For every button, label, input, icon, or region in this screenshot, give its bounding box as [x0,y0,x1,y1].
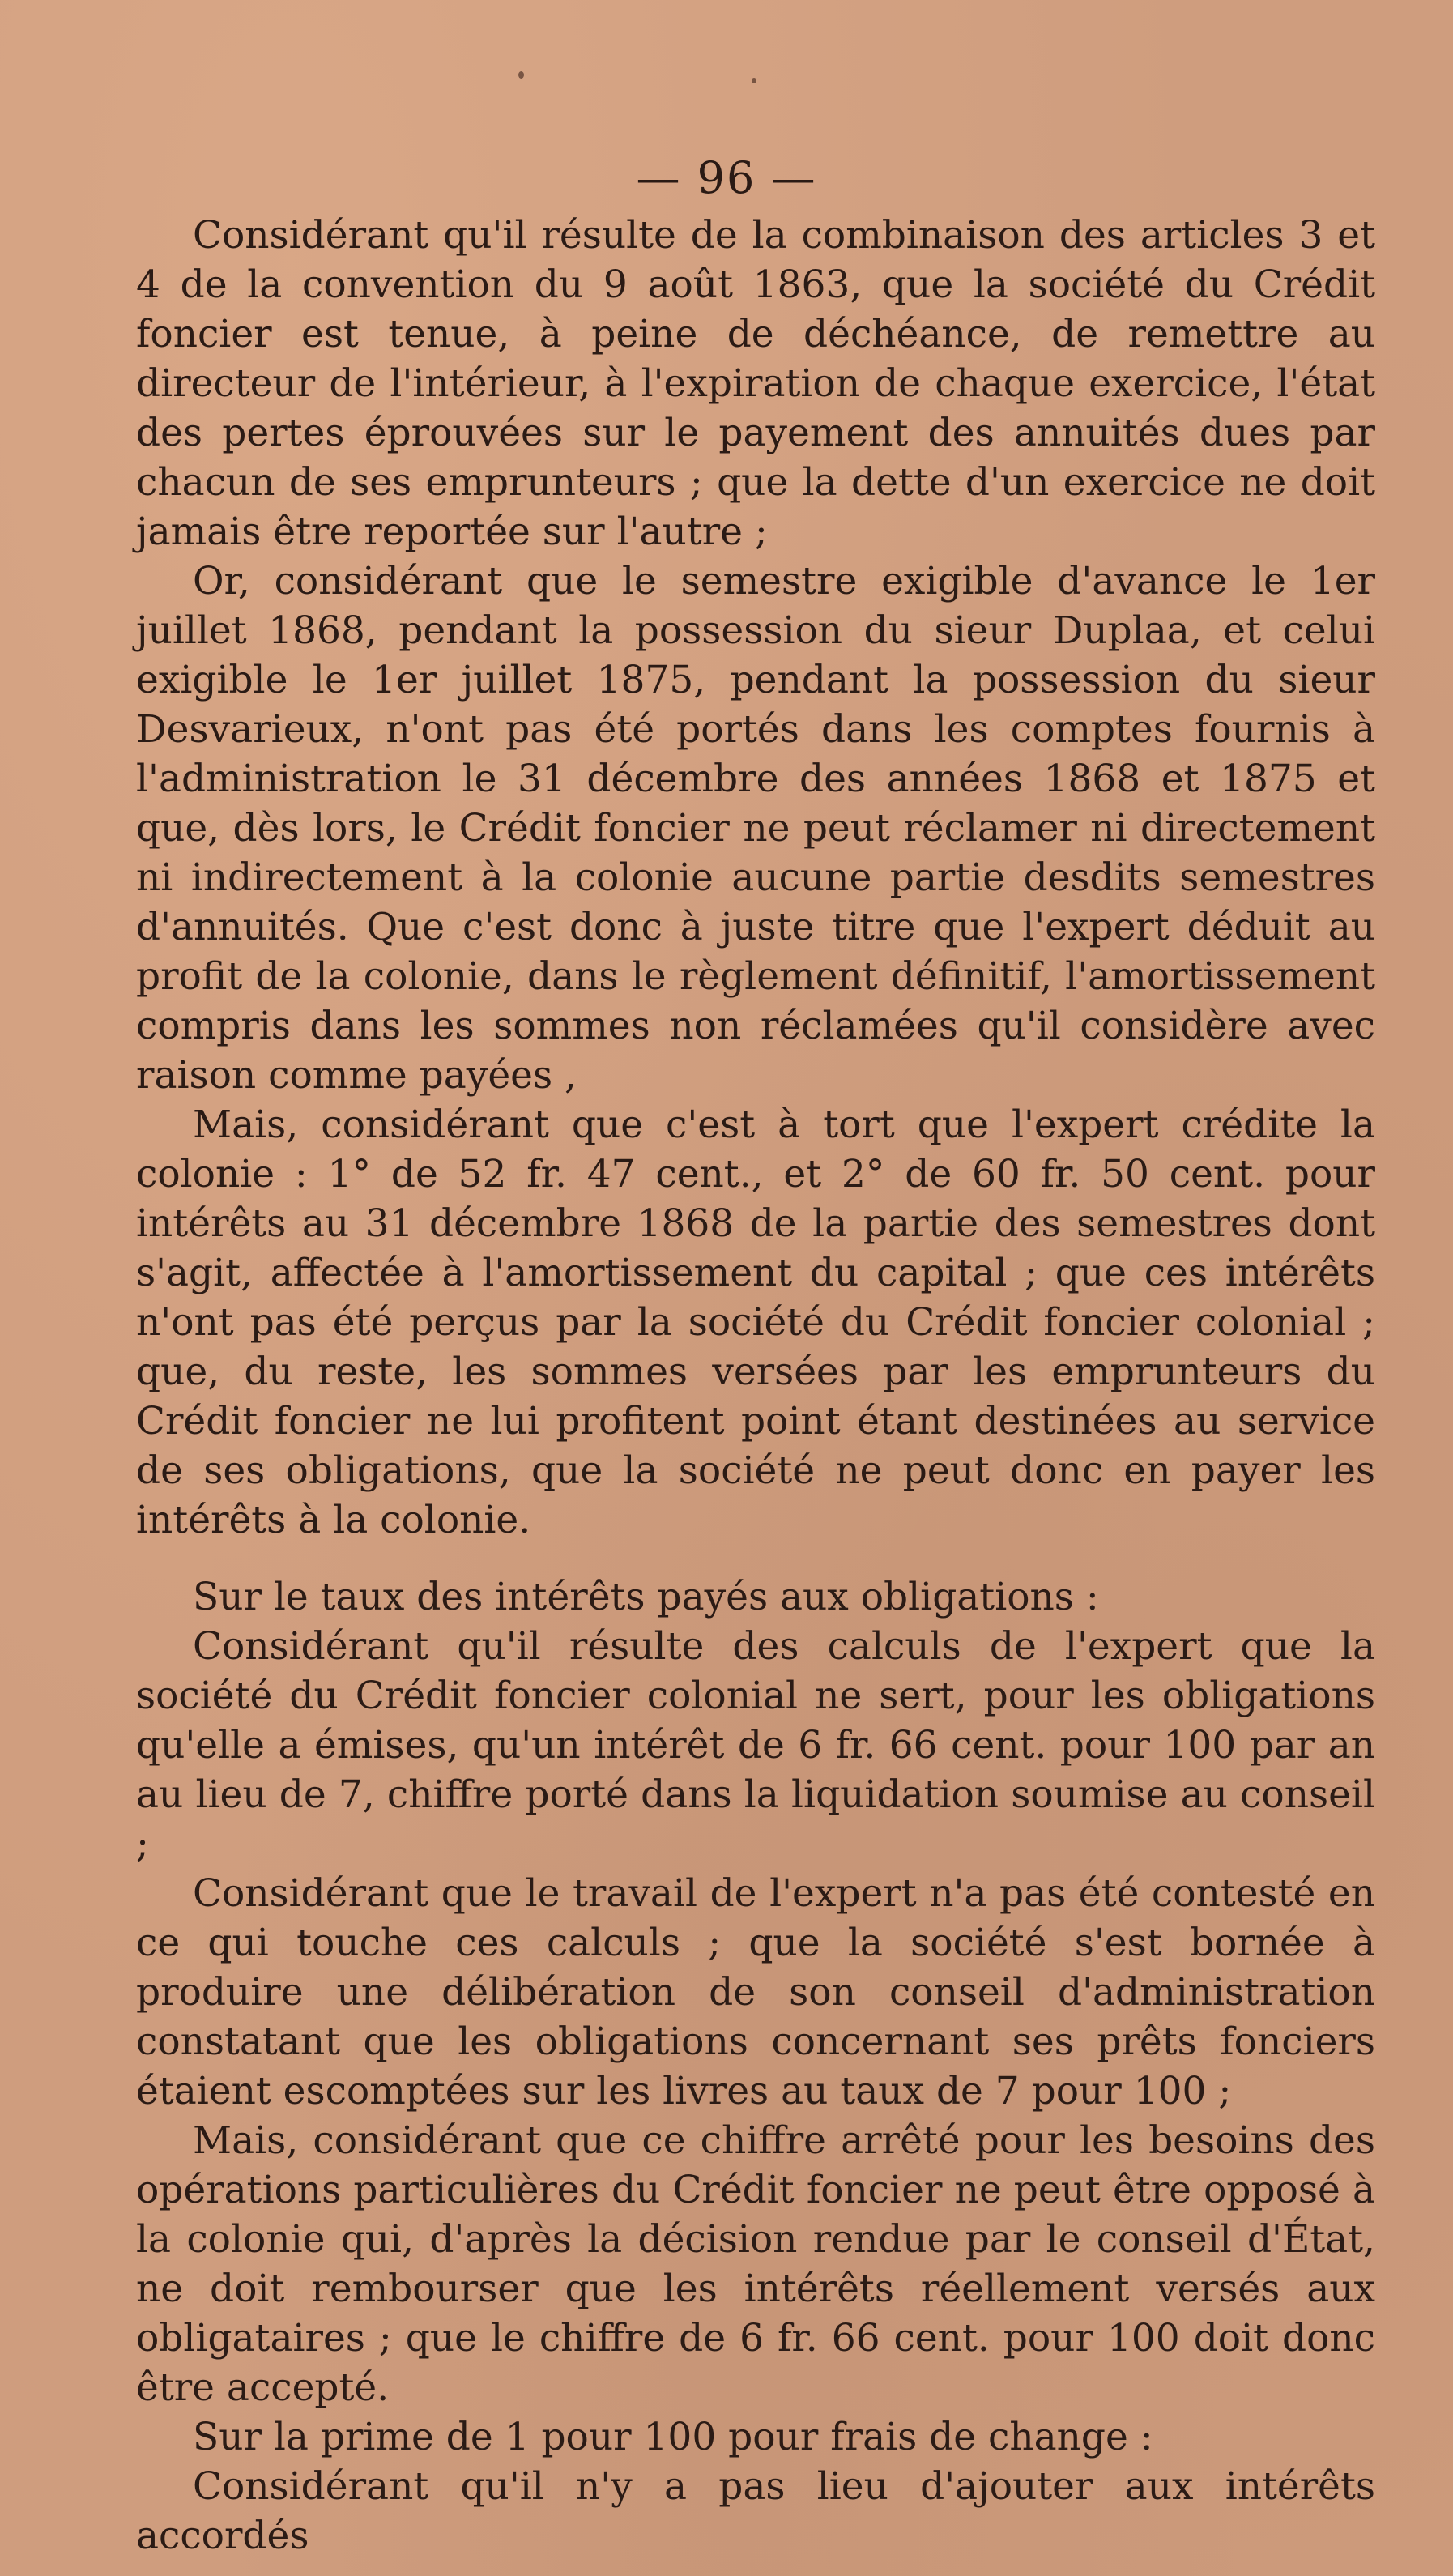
paper-speck [752,78,756,83]
paragraph: Considérant que le travail de l'expert n'a pas été contesté en ce qui touche ces calculs ; que la société s'est bornée à produire une délibération de son conseil d'administration constatant que les obligations concernant ses prêts fonciers étaient escomptées sur les livres au taux de 7 pour 100 ; [136,1871,1375,2113]
section-heading: Sur le taux des intérêts payés aux obligations : [193,1575,1099,1619]
section-heading: Sur la prime de 1 pour 100 pour frais de change : [193,2415,1153,2459]
paragraph: Mais, considérant que ce chiffre arrêté pour les besoins des opérations particulières du Crédit foncier ne peut être opposé à la colonie qui, d'après la décision rendue par le conseil d'État, ne doit rembourser que les intérêts réellement versés aux obligataires ; que le chiffre de 6 fr. 66 cent. pour 100 doit donc être accepté. [136,2118,1375,2410]
paragraph: Or, considérant que le semestre exigible d'avance le 1er juillet 1868, pendant la possession du sieur Duplaa, et celui exigible le 1er juillet 1875, pendant la possession du sieur Desvarieux, n'ont pas été portés dans les comptes fournis à l'administration le 31 décembre des années 1868 et 1875 et que, dès lors, le Crédit foncier ne peut réclamer ni directement ni indirectement à la colonie aucune partie desdits semestres d'annuités. Que c'est donc à juste titre que l'expert déduit au profit de la colonie, dans le règlement définitif, l'amortissement compris dans les sommes non réclamées qu'il considère avec raison comme payées , [136,559,1375,1098]
page-number: — 96 — [636,152,817,203]
paragraph: Mais, considérant que c'est à tort que l'expert crédite la colonie : 1° de 52 fr. 47 cent., et 2° de 60 fr. 50 cent. pour intérêts au 31 décembre 1868 de la partie des semestres dont s'agit, affectée à l'amortissement du capital ; que ces intérêts n'ont pas été perçus par la société du Crédit foncier colonial ; que, du reste, les sommes versées par les emprunteurs du Crédit foncier ne lui profitent point étant destinées au service de ses obligations, que la société ne peut donc en payer les intérêts à la colonie. [136,1102,1375,1542]
body-text [136,211,1375,2561]
paragraph: Considérant qu'il résulte des calculs de l'expert que la société du Crédit foncier colonial ne sert, pour les obligations qu'elle a émises, qu'un intérêt de 6 fr. 66 cent. pour 100 par an au lieu de 7, chiffre porté dans la liquidation soumise au conseil ; [136,1624,1375,1866]
paragraph: Considérant qu'il résulte de la combinaison des articles 3 et 4 de la convention du 9 août 1863, que la société du Crédit foncier est tenue, à peine de déchéance, de remettre au directeur de l'intérieur, à l'expiration de chaque exercice, l'état des pertes éprouvées sur le payement des annuités dues par chacun de ses emprunteurs ; que la dette d'un exercice ne doit jamais être reportée sur l'autre ; [136,213,1375,554]
paper-speck [518,71,524,79]
paragraph: Considérant qu'il n'y a pas lieu d'ajouter aux intérêts accordés [136,2464,1375,2558]
